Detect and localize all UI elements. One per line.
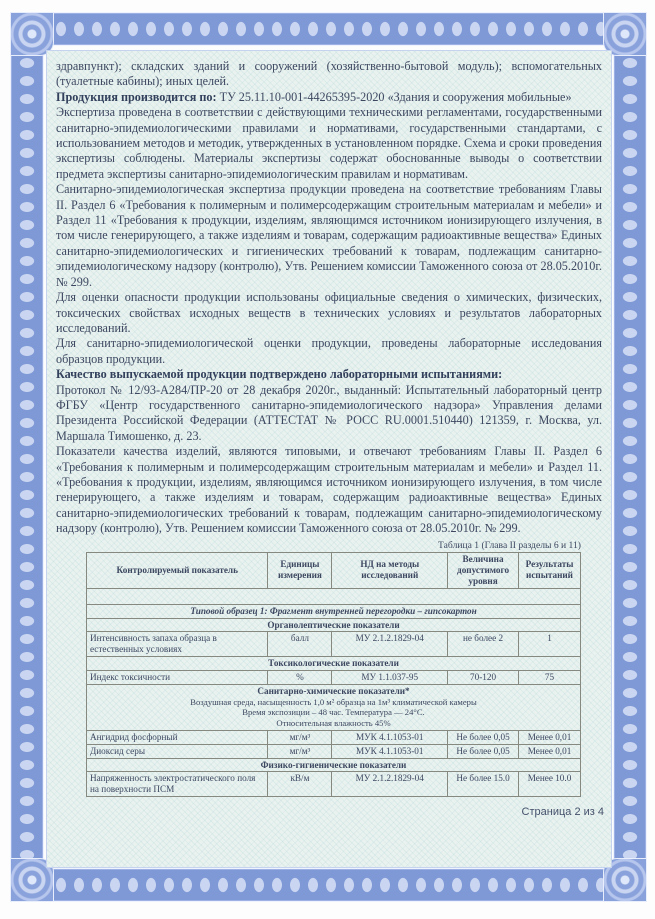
paragraph-text: ТУ 25.11.10-001-44265395-2020 «Здания и сооружения мобильные» [216,89,572,104]
paragraph [56,444,602,536]
cell-result: 75 [519,670,581,684]
cell-limit: не более 2 [448,632,519,657]
paragraph-text: Показатели качества изделий, являются типовыми, и отвечают требованиям Главы II. Раздел 6 «Требования к полимерным и полимерсодержащим строительным материалам и мебели» и Раздел 11. «Требования к продукции, изделиям, являющимся источником ионизирующего излучения, в том числе генерирующего, а также изделиям и товарам, содержащим радиоактивные вещества» Единых санитарно-эпидемиологических требований к товарам, подлежащим санитарно-эпидемиологическому надзору (контролю), Утв. Решением комиссии Таможенного союза от 28.05.2010г. № 299. [56,444,602,536]
table-row [87,744,581,758]
document-body [46,50,612,868]
table-row [87,730,581,744]
cell-indicator: Напряженность электростатического поля на поверхности ПСМ [87,772,268,797]
test-condition: Воздушная среда, насыщенность 1,0 м² образца на 1м³ климатической камеры [190,696,477,707]
cell-limit: Не более 0,05 [448,730,519,744]
paragraph [56,105,602,182]
border-band-right [613,54,647,860]
table-spacer-row [87,588,581,604]
paragraph [56,367,602,382]
table-row [87,772,581,797]
cell-units: % [268,670,332,684]
cell-result: Менее 0,01 [519,744,581,758]
paragraph [56,182,602,290]
section-title: Санитарно-химические показатели* [257,685,410,696]
cell-method: МУК 4.1.1053-01 [332,730,448,744]
paragraph-lead: Качество выпускаемой продукции подтверждено лабораторными испытаниями: [56,367,503,382]
table-caption: Таблица 1 (Глава II разделы 6 и 11) [438,539,581,551]
cell-limit: Не более 0,05 [448,744,519,758]
cell-result: Менее 10.0 [519,772,581,797]
paragraph [56,336,602,367]
results-table [86,552,581,798]
paragraph [56,59,602,90]
column-header: Результаты испытаний [519,552,581,588]
paragraph [56,90,602,105]
border-band-top [52,12,605,46]
section-row [87,758,581,772]
paragraph-text: Экспертиза проведена в соответствии с действующими техническими регламентами, государственными санитарно-эпидемиологическими правилами и нормативами, государственными стандартами, с использованием методов и методик, утвержденных в установленном порядке. Схема и сроки проведения экспертизы соблюдены. Материалы экспертизы содержат обоснованные выводы о соответствии предмета экспертизы санитарно-эпидемиологическим правилам и нормативам. [56,105,602,181]
paragraph [56,383,602,445]
paragraph-text: здравпункт); складских зданий и сооружений (хозяйственно-бытовой модуль); вспомогательных (туалетные кабины); иных целей. [56,59,602,89]
table-header-row [87,552,581,588]
paragraph [56,290,602,336]
test-condition: Относительная влажность 45% [276,718,391,729]
cell-limit: Не более 15.0 [448,772,519,797]
border-band-bottom [52,868,605,902]
paragraph-lead: Продукция производится по: [56,89,217,104]
table-row [87,670,581,684]
cell-indicator: Индекс токсичности [87,670,268,684]
cell-units: мг/м³ [268,744,332,758]
test-condition: Время экспозиции – 48 час. Температура — 24°С. [242,707,425,718]
cell-method: МУ 1.1.037-95 [332,670,448,684]
cell-units: балл [268,632,332,657]
page-number: Страница 2 из 4 [521,806,604,819]
column-header: НД на методы исследований [332,552,448,588]
cell-units: кВ/м [268,772,332,797]
cell-result: 1 [519,632,581,657]
cell-indicator: Интенсивность запаха образца в естественных условиях [87,632,268,657]
column-header: Контролируемый показатель [87,552,268,588]
chem-section-row [87,684,581,730]
paragraph-text: Для санитарно-эпидемиологической оценки продукции, проведены лабораторные исследования образцов продукции. [56,336,602,366]
cell-limit: 70-120 [448,670,519,684]
border-band-left [10,54,44,860]
cell-method: МУ 2.1.2.1829-04 [332,632,448,657]
table-row [87,632,581,657]
cell-units: мг/м³ [268,730,332,744]
section-row [87,618,581,632]
sample-title-row [87,604,581,618]
cell-indicator: Ангидрид фосфорный [87,730,268,744]
sample-title: Типовой образец 1: Фрагмент внутренней перегородки – гипсокартон [87,604,581,618]
paragraph-text: Для оценки опасности продукции использованы официальные сведения о химических, физических, токсических свойствах исходных веществ в технических условиях и результатов лабораторных исследований. [56,290,602,335]
paragraph-text: Санитарно-эпидемиологическая экспертиза продукции проведена на соответствие требованиям Главы II. Раздел 6 «Требования к полимерным и полимерсодержащим строительным материалам и мебели» и Раздел 11 «Требования к продукции, изделиям, являющимся источником ионизирующего излучения, в том числе генерирующего, а также изделиям и товарам, содержащим радиоактивные вещества» Единых санитарно-эпидемиологических и гигиенических требований к товарам, подлежащим санитарно-эпидемиологическому надзору (контролю), Утв. Решением комиссии Таможенного союза от 28.05.2010г. № 299. [56,182,602,289]
column-header: Единицы измерения [268,552,332,588]
section-title: Физико-гигиенические показатели [87,758,581,772]
cell-method: МУ 2.1.2.1829-04 [332,772,448,797]
section-title: Органолептические показатели [87,618,581,632]
cell-indicator: Диоксид серы [87,744,268,758]
section-title: Токсикологические показатели [87,657,581,671]
cell-method: МУК 4.1.1053-01 [332,744,448,758]
column-header: Величина допустимого уровня [448,552,519,588]
cell-result: Менее 0,01 [519,730,581,744]
section-row [87,657,581,671]
paragraph-text: Протокол № 12/93-А284/ПР-20 от 28 декабря 2020г., выданный: Испытательный лабораторный центр ФГБУ «Центр государственного санитарно-эпидемиологического надзора» Управления делами Президента Российской Федерации (АТТЕСТАТ № РОСС RU.0001.510440) 121359, г. Москва, ул. Маршала Тимошенко, д. 23. [56,382,602,443]
